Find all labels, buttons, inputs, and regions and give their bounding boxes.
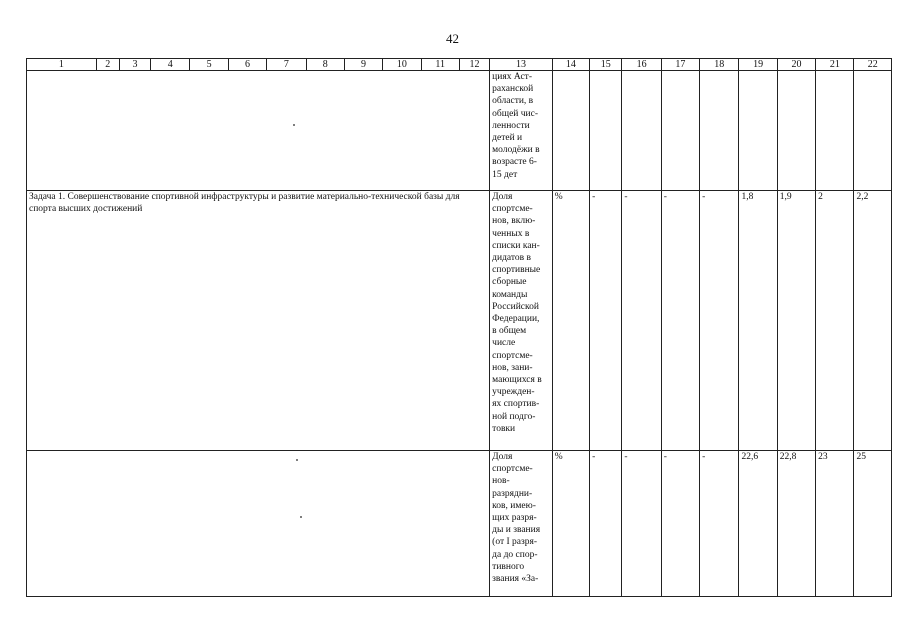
indicator-cell: Доля спортсме- нов- разрядни- ков, имею- щих разря- ды и звания (от I разря- да до спор- тивного звания «За- — [490, 451, 553, 597]
scan-speck — [296, 459, 298, 461]
task-cell — [27, 71, 490, 191]
value-cell: 25 — [854, 451, 892, 597]
column-header: 11 — [421, 59, 459, 71]
value-cell: 2,2 — [854, 191, 892, 451]
value-cell: - — [622, 191, 661, 451]
indicator-cell: Доля спортсме- нов, вклю- ченных в списки кан- дидатов в спортивные сборные команды Российской Федерации, в общем числе спортсме- нов, зани- мающихся в учрежден- ях спортив- ной подго- товки — [490, 191, 553, 451]
value-cell: - — [700, 191, 739, 451]
column-header: 16 — [622, 59, 661, 71]
column-header: 1 — [27, 59, 97, 71]
column-header: 10 — [383, 59, 421, 71]
value-cell — [739, 71, 777, 191]
value-cell: 1,9 — [777, 191, 815, 451]
table-row — [27, 191, 892, 451]
scan-speck — [293, 124, 295, 126]
value-cell: - — [700, 451, 739, 597]
page-number: 42 — [446, 31, 459, 46]
column-header: 20 — [777, 59, 815, 71]
column-header: 22 — [854, 59, 892, 71]
unit-cell — [552, 71, 589, 191]
column-header: 2 — [96, 59, 119, 71]
table-row — [27, 451, 892, 597]
column-header: 19 — [739, 59, 777, 71]
value-cell — [590, 71, 622, 191]
value-cell — [816, 71, 854, 191]
column-header: 4 — [151, 59, 190, 71]
unit-cell: % — [552, 191, 589, 451]
value-cell: 2 — [816, 191, 854, 451]
column-header: 3 — [119, 59, 150, 71]
value-cell: 1,8 — [739, 191, 777, 451]
column-header: 18 — [700, 59, 739, 71]
value-cell: - — [661, 451, 699, 597]
column-header: 5 — [190, 59, 228, 71]
table-row — [27, 71, 892, 191]
column-header: 12 — [459, 59, 489, 71]
value-cell: - — [590, 191, 622, 451]
task-cell: Задача 1. Совершенствование спортивной инфраструктуры и развитие материально-технической базы для спорта высших достижений — [27, 191, 490, 451]
value-cell — [661, 71, 699, 191]
value-cell: - — [661, 191, 699, 451]
column-header: 21 — [816, 59, 854, 71]
column-header: 15 — [590, 59, 622, 71]
value-cell — [700, 71, 739, 191]
task-cell — [27, 451, 490, 597]
column-number-row — [27, 59, 892, 71]
value-cell — [622, 71, 661, 191]
scan-speck — [300, 516, 302, 518]
value-cell: 22,6 — [739, 451, 777, 597]
value-cell: 23 — [816, 451, 854, 597]
indicators-table — [26, 58, 892, 597]
column-header: 7 — [267, 59, 306, 71]
column-header: 13 — [490, 59, 553, 71]
indicator-cell: циях Аст- раханской области, в общей чис- ленности детей и молодёжи в возрасте 6- 15 дет — [490, 71, 553, 191]
unit-cell: % — [552, 451, 589, 597]
column-header: 14 — [552, 59, 589, 71]
column-header: 17 — [661, 59, 699, 71]
value-cell: 22,8 — [777, 451, 815, 597]
value-cell: - — [622, 451, 661, 597]
value-cell: - — [590, 451, 622, 597]
column-header: 9 — [344, 59, 382, 71]
value-cell — [854, 71, 892, 191]
column-header: 6 — [228, 59, 266, 71]
value-cell — [777, 71, 815, 191]
column-header: 8 — [306, 59, 344, 71]
